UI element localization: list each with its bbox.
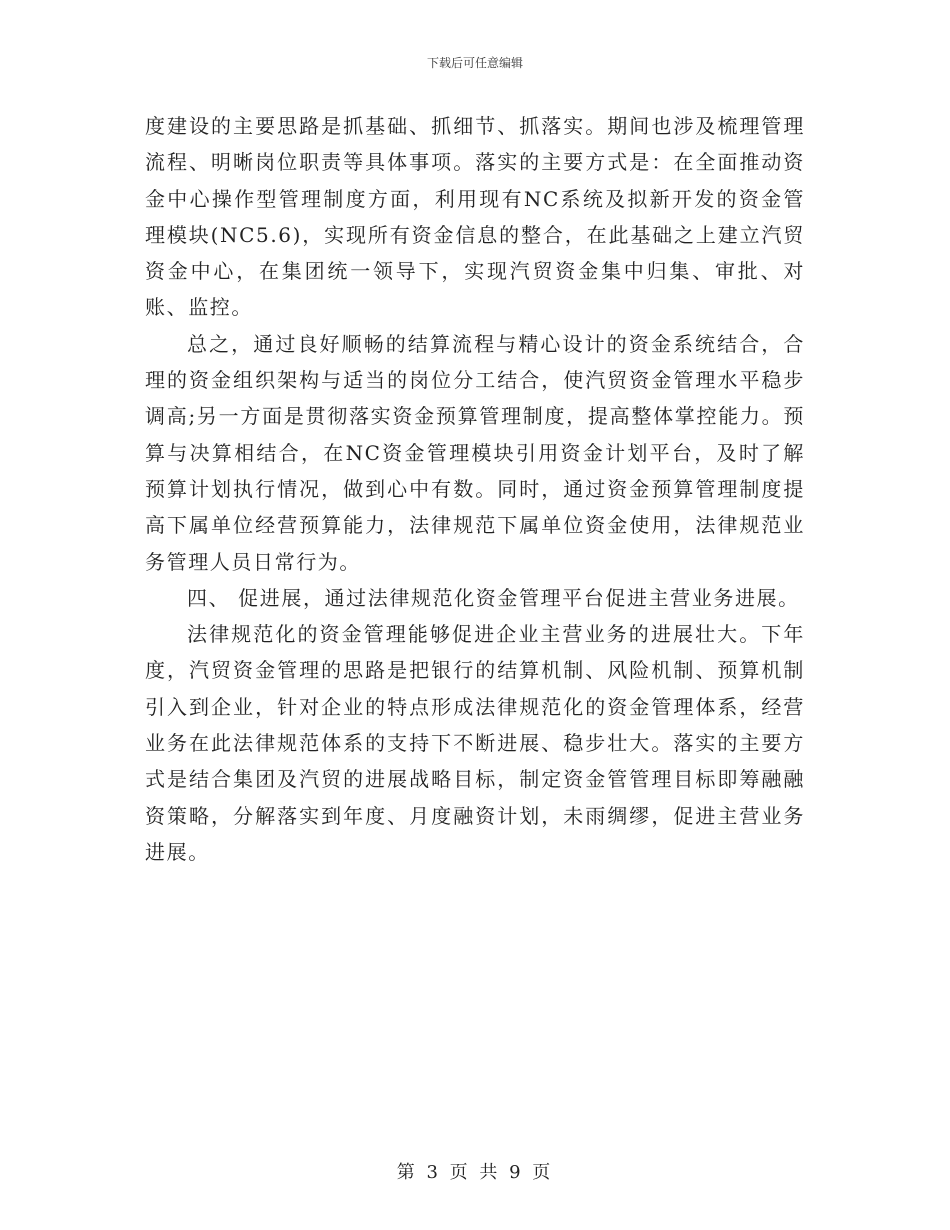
paragraph-summary: 总之，通过良好顺畅的结算流程与精心设计的资金系统结合，合理的资金组织架构与适当的岗位分工结合，使汽贸资金管理水平稳步调高;另一方面是贯彻落实资金预算管理制度，提高整体掌控能力。预算与决算相结合，在NC资金管理模块引用资金计划平台，及时了解预算计划执行情况，做到心中有数。同时，通过资金预算管理制度提高下属单位经营预算能力，法律规范下属单位资金使用，法律规范业务管理人员日常行为。 bbox=[145, 331, 805, 574]
page-header: 下载后可任意编辑 bbox=[426, 56, 523, 70]
section-heading-four: 四、 促进展，通过法律规范化资金管理平台促进主营业务进展。 bbox=[187, 585, 800, 610]
page-number: 第 3 页 共 9 页 bbox=[396, 1162, 554, 1183]
document-body bbox=[145, 108, 805, 870]
paragraph-section-four: 法律规范化的资金管理能够促进企业主营业务的进展壮大。下年度，汽贸资金管理的思路是把银行的结算机制、风险机制、预算机制引入到企业，针对企业的特点形成法律规范化的资金管理体系，经营业务在此法律规范体系的支持下不断进展、稳步壮大。落实的主要方式是结合集团及汽贸的进展战略目标，制定资金管管理目标即筹融融资策略，分解落实到年度、月度融资计划，未雨绸缪，促进主营业务进展。 bbox=[145, 622, 805, 864]
paragraph-continuation: 度建设的主要思路是抓基础、抓细节、抓落实。期间也涉及梳理管理流程、明晰岗位职责等具体事项。落实的主要方式是：在全面推动资金中心操作型管理制度方面，利用现有NC系统及拟新开发的资金管理模块(NC5.6)，实现所有资金信息的整合，在此基础之上建立汽贸资金中心，在集团统一领导下，实现汽贸资金集中归集、审批、对账、监控。 bbox=[145, 114, 805, 320]
